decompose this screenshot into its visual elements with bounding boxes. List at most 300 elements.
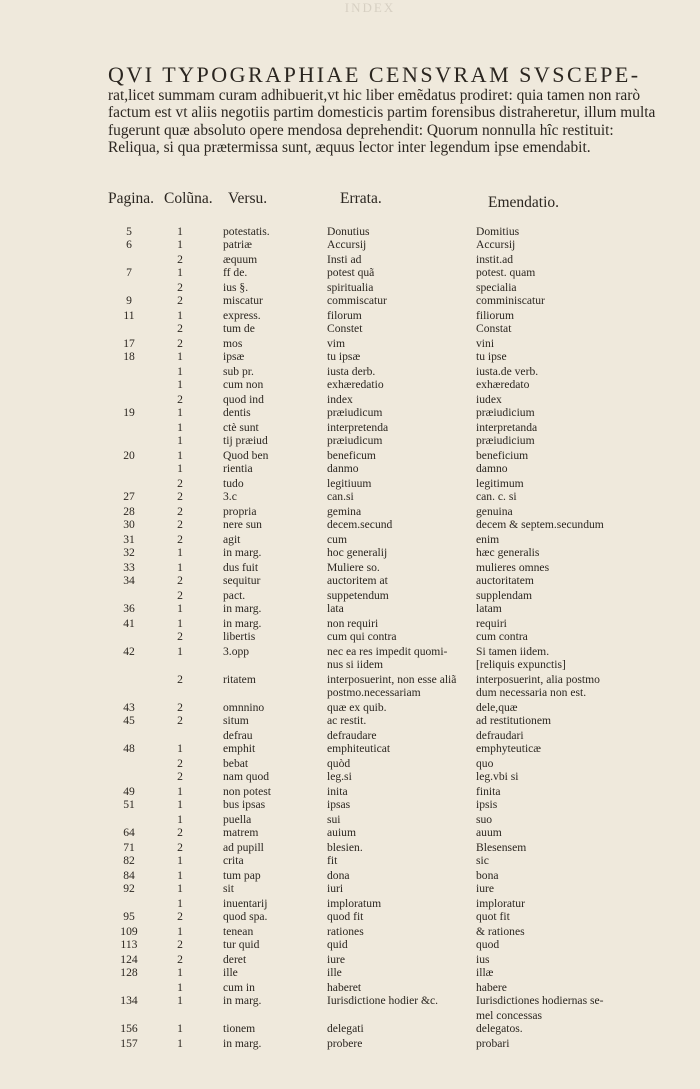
- errata-cell: emphiteuticat: [327, 742, 391, 755]
- versu-cell: ille: [223, 966, 238, 979]
- emendatio-cell: genuina: [476, 505, 513, 518]
- versu-cell: patriæ: [223, 238, 252, 251]
- column-cell: 1: [177, 365, 183, 378]
- versu-cell: tionem: [223, 1022, 256, 1035]
- errata-cell: probere: [327, 1037, 363, 1050]
- column-cell: 1: [177, 994, 183, 1007]
- emendatio-cell: damno: [476, 462, 508, 475]
- table-row: [0, 673, 700, 686]
- table-row: [0, 854, 700, 869]
- emendatio-cell: vini: [476, 337, 495, 350]
- table-row: [0, 393, 700, 406]
- column-cell: 1: [177, 561, 183, 574]
- errata-table: [0, 225, 700, 1050]
- versu-cell: emphit: [223, 742, 256, 755]
- column-cell: 2: [177, 533, 183, 546]
- page-cell: 27: [123, 490, 135, 503]
- emendatio-cell: instit.ad: [476, 253, 514, 266]
- emendatio-cell: supplendam: [476, 589, 533, 602]
- table-row: [0, 869, 700, 882]
- column-cell: 2: [177, 910, 183, 923]
- table-row: [0, 449, 700, 462]
- versu-cell: tum de: [223, 322, 255, 335]
- errata-cell: Muliere so.: [327, 561, 380, 574]
- errata-cell: quæ ex quib.: [327, 701, 387, 714]
- errata-cell: defraudare: [327, 729, 377, 742]
- errata-cell: præiudicum: [327, 406, 383, 419]
- column-cell: 2: [177, 701, 183, 714]
- emendatio-cell: ipsis: [476, 798, 498, 811]
- errata-cell: sui: [327, 813, 341, 826]
- table-row: [0, 813, 700, 826]
- emendatio-cell: auctoritatem: [476, 574, 534, 587]
- emendatio-cell: enim: [476, 533, 500, 546]
- page-cell: 19: [123, 406, 135, 419]
- errata-cell: cum qui contra: [327, 630, 397, 643]
- emendatio-cell: potest. quam: [476, 266, 536, 279]
- table-row: [0, 477, 700, 490]
- versu-cell: agit: [223, 533, 241, 546]
- versu-cell: 3.opp: [223, 645, 250, 658]
- errata-cell: delegati: [327, 1022, 364, 1035]
- column-cell: 2: [177, 757, 183, 770]
- table-row: [0, 1009, 700, 1022]
- column-cell: 2: [177, 393, 183, 406]
- table-row: [0, 714, 700, 729]
- header-columna: Colũna.: [164, 190, 213, 207]
- table-row: [0, 785, 700, 798]
- emendatio-cell: Accursij: [476, 238, 516, 251]
- errata-cell: auium: [327, 826, 356, 839]
- versu-cell: ad pupill: [223, 841, 264, 854]
- emendatio-cell: Domitius: [476, 225, 520, 238]
- versu-cell: nam quod: [223, 770, 270, 783]
- errata-cell: postmo.necessariam: [327, 686, 421, 699]
- running-head-bleed: INDEX: [344, 0, 396, 15]
- column-cell: 2: [177, 630, 183, 643]
- column-cell: 1: [177, 546, 183, 559]
- column-cell: 1: [177, 266, 183, 279]
- column-cell: 1: [177, 421, 183, 434]
- errata-cell: nec ea res impedit quomi-: [327, 645, 448, 658]
- errata-cell: non requiri: [327, 617, 379, 630]
- emendatio-cell: dele,quæ: [476, 701, 518, 714]
- column-cell: 1: [177, 1022, 183, 1035]
- emendatio-cell: iusta.de verb.: [476, 365, 539, 378]
- table-row: [0, 630, 700, 645]
- column-cell: 1: [177, 350, 183, 363]
- emendatio-cell: [reliquis expunctis]: [476, 658, 566, 671]
- versu-cell: 3.c: [223, 490, 237, 503]
- versu-cell: ius §.: [223, 281, 249, 294]
- errata-cell: inita: [327, 785, 348, 798]
- page-cell: 128: [120, 966, 138, 979]
- versu-cell: pact.: [223, 589, 246, 602]
- column-cell: 2: [177, 281, 183, 294]
- page-cell: 45: [123, 714, 135, 727]
- emendatio-cell: emphyteuticæ: [476, 742, 542, 755]
- page-cell: 134: [120, 994, 138, 1007]
- column-cell: 1: [177, 238, 183, 251]
- page-cell: 9: [126, 294, 132, 307]
- errata-cell: Donutius: [327, 225, 370, 238]
- emendatio-cell: & rationes: [476, 925, 525, 938]
- errata-cell: Insti ad: [327, 253, 362, 266]
- page-cell: 124: [120, 953, 138, 966]
- errata-cell: interposuerint, non esse aliã: [327, 673, 457, 686]
- column-cell: 1: [177, 742, 183, 755]
- errata-cell: ipsas: [327, 798, 351, 811]
- emendatio-cell: beneficium: [476, 449, 529, 462]
- errata-cell: iusta derb.: [327, 365, 376, 378]
- table-row: [0, 729, 700, 742]
- table-row: [0, 505, 700, 518]
- errata-cell: Accursij: [327, 238, 367, 251]
- emendatio-cell: dum necessaria non est.: [476, 686, 587, 699]
- table-row: [0, 925, 700, 938]
- table-row: [0, 841, 700, 854]
- versu-cell: tur quid: [223, 938, 260, 951]
- emendatio-cell: ius: [476, 953, 490, 966]
- emendatio-cell: quod: [476, 938, 500, 951]
- emendatio-cell: Constat: [476, 322, 512, 335]
- table-row: [0, 882, 700, 897]
- header-pagina: Pagina.: [108, 190, 155, 207]
- column-cell: 1: [177, 449, 183, 462]
- column-cell: 2: [177, 322, 183, 335]
- header-emendatio: Emendatio.: [488, 194, 560, 211]
- versu-cell: propria: [223, 505, 257, 518]
- emendatio-cell: bona: [476, 869, 499, 882]
- emendatio-cell: leg.vbi si: [476, 770, 519, 783]
- table-row: [0, 826, 700, 841]
- table-row: [0, 658, 700, 673]
- emendatio-cell: decem & septem.secundum: [476, 518, 604, 531]
- versu-cell: defrau: [223, 729, 253, 742]
- versu-cell: tudo: [223, 477, 244, 490]
- errata-cell: spiritualia: [327, 281, 374, 294]
- versu-cell: Quod ben: [223, 449, 269, 462]
- page-cell: 64: [123, 826, 135, 839]
- table-row: [0, 434, 700, 449]
- versu-cell: ctè sunt: [223, 421, 259, 434]
- errata-cell: iuri: [327, 882, 344, 895]
- table-row: [0, 938, 700, 953]
- errata-cell: iure: [327, 953, 346, 966]
- table-row: [0, 281, 700, 294]
- column-cell: 2: [177, 253, 183, 266]
- table-row: [0, 337, 700, 350]
- errata-cell: filorum: [327, 309, 362, 322]
- table-row: [0, 742, 700, 757]
- errata-cell: quod fit: [327, 910, 364, 923]
- errata-cell: ac restit.: [327, 714, 367, 727]
- errata-cell: auctoritem at: [327, 574, 388, 587]
- emendatio-cell: habere: [476, 981, 507, 994]
- versu-cell: sequitur: [223, 574, 261, 587]
- column-cell: 2: [177, 714, 183, 727]
- emendatio-cell: defraudari: [476, 729, 524, 742]
- page-cell: 43: [123, 701, 135, 714]
- table-row: [0, 686, 700, 701]
- versu-cell: deret: [223, 953, 247, 966]
- column-cell: 1: [177, 378, 183, 391]
- table-row: [0, 365, 700, 378]
- versu-cell: nere sun: [223, 518, 262, 531]
- versu-cell: ritatem: [223, 673, 256, 686]
- table-row: [0, 309, 700, 322]
- errata-cell: commiscatur: [327, 294, 387, 307]
- versu-cell: inuentarij: [223, 897, 268, 910]
- emendatio-cell: interposuerint, alia postmo: [476, 673, 600, 686]
- table-row: [0, 322, 700, 337]
- errata-cell: quid: [327, 938, 348, 951]
- column-cell: 2: [177, 841, 183, 854]
- versu-cell: quod ind: [223, 393, 264, 406]
- page-cell: 95: [123, 910, 135, 923]
- errata-cell: rationes: [327, 925, 364, 938]
- emendatio-cell: can. c. si: [476, 490, 517, 503]
- emendatio-cell: Blesensem: [476, 841, 527, 854]
- intro-capitals: QVI TYPOGRAPHIAE CENSVRAM SVSCEPE-: [108, 62, 641, 87]
- errata-cell: can.si: [327, 490, 354, 503]
- versu-cell: matrem: [223, 826, 259, 839]
- page-cell: 18: [123, 350, 135, 363]
- versu-cell: mos: [223, 337, 243, 350]
- page-cell: 41: [123, 617, 135, 630]
- errata-cell: exhæredatio: [327, 378, 384, 391]
- emendatio-cell: imploratur: [476, 897, 525, 910]
- emendatio-cell: comminiscatur: [476, 294, 545, 307]
- column-cell: 1: [177, 1037, 183, 1050]
- column-cell: 2: [177, 589, 183, 602]
- table-row: [0, 994, 700, 1009]
- versu-cell: bus ipsas: [223, 798, 266, 811]
- versu-cell: cum non: [223, 378, 264, 391]
- versu-cell: sit: [223, 882, 234, 895]
- table-row: [0, 574, 700, 589]
- table-row: [0, 225, 700, 238]
- column-cell: 1: [177, 981, 183, 994]
- versu-cell: in marg.: [223, 602, 262, 615]
- page-cell: 33: [123, 561, 135, 574]
- page-cell: 6: [126, 238, 132, 251]
- errata-cell: haberet: [327, 981, 362, 994]
- errata-cell: index: [327, 393, 353, 406]
- errata-cell: præiudicum: [327, 434, 383, 447]
- versu-cell: sub pr.: [223, 365, 254, 378]
- errata-cell: quòd: [327, 757, 351, 770]
- column-cell: 1: [177, 462, 183, 475]
- table-row: [0, 378, 700, 393]
- emendatio-cell: suo: [476, 813, 493, 826]
- emendatio-cell: delegatos.: [476, 1022, 523, 1035]
- page-cell: 92: [123, 882, 135, 895]
- table-row: [0, 897, 700, 910]
- column-cell: 1: [177, 602, 183, 615]
- emendatio-cell: exhæredato: [476, 378, 530, 391]
- versu-cell: quod spa.: [223, 910, 268, 923]
- page-cell: 32: [123, 546, 135, 559]
- column-cell: 2: [177, 505, 183, 518]
- column-cell: 1: [177, 966, 183, 979]
- table-row: [0, 589, 700, 602]
- column-cell: 2: [177, 673, 183, 686]
- errata-cell: hoc generalij: [327, 546, 388, 559]
- page-cell: 156: [120, 1022, 138, 1035]
- errata-cell: Iurisdictione hodier &c.: [327, 994, 439, 1007]
- emendatio-cell: quo: [476, 757, 494, 770]
- table-row: [0, 238, 700, 253]
- table-row: [0, 617, 700, 630]
- page-cell: 17: [123, 337, 135, 350]
- column-cell: 1: [177, 869, 183, 882]
- emendatio-cell: mel concessas: [476, 1009, 542, 1022]
- table-row: [0, 953, 700, 966]
- page-cell: 5: [126, 225, 132, 238]
- emendatio-cell: illæ: [476, 966, 494, 979]
- header-errata: Errata.: [340, 190, 382, 207]
- emendatio-cell: latam: [476, 602, 502, 615]
- versu-cell: omnnino: [223, 701, 265, 714]
- versu-cell: libertis: [223, 630, 256, 643]
- versu-cell: in marg.: [223, 617, 262, 630]
- errata-cell: suppetendum: [327, 589, 389, 602]
- column-cell: 2: [177, 953, 183, 966]
- errata-cell: dona: [327, 869, 350, 882]
- versu-cell: ipsæ: [223, 350, 245, 363]
- column-cell: 1: [177, 617, 183, 630]
- table-row: [0, 798, 700, 813]
- emendatio-cell: probari: [476, 1037, 510, 1050]
- emendatio-cell: quot fit: [476, 910, 510, 923]
- table-row: [0, 294, 700, 309]
- emendatio-cell: iudex: [476, 393, 502, 406]
- column-cell: 1: [177, 925, 183, 938]
- table-row: [0, 966, 700, 981]
- page-cell: 11: [123, 309, 135, 322]
- page-cell: 82: [123, 854, 135, 867]
- versu-cell: bebat: [223, 757, 249, 770]
- column-cell: 1: [177, 897, 183, 910]
- header-versu: Versu.: [228, 190, 268, 207]
- page-cell: 71: [123, 841, 135, 854]
- errata-cell: Constet: [327, 322, 363, 335]
- page-cell: 51: [123, 798, 135, 811]
- versu-cell: crita: [223, 854, 244, 867]
- emendatio-cell: Si tamen iidem.: [476, 645, 550, 658]
- emendatio-cell: iure: [476, 882, 495, 895]
- page-cell: 109: [120, 925, 138, 938]
- versu-cell: dentis: [223, 406, 251, 419]
- errata-cell: decem.secund: [327, 518, 393, 531]
- intro-text: rat,licet summam curam adhibuerit,vt hic liber emẽdatus prodiret: quia tamen non rarò factum est vt aliis negotiis partim domesticis partim forensibus distraheretur, illum multa fugerunt quæ absoluto opere mendosa deprehendit: Quorum nonnulla hîc restituit: Reliqua, si qua prætermissa sunt, æquus lector inter legendum ipse emendabit.: [108, 86, 656, 157]
- versu-cell: non potest: [223, 785, 271, 798]
- errata-cell: blesien.: [327, 841, 363, 854]
- versu-cell: in marg.: [223, 1037, 262, 1050]
- table-row: [0, 1037, 700, 1050]
- emendatio-cell: cum contra: [476, 630, 528, 643]
- column-cell: 2: [177, 826, 183, 839]
- table-row: [0, 910, 700, 925]
- versu-cell: miscatur: [223, 294, 263, 307]
- emendatio-cell: præiudicium: [476, 434, 535, 447]
- errata-cell: tu ipsæ: [327, 350, 361, 363]
- table-row: [0, 533, 700, 546]
- versu-cell: potestatis.: [223, 225, 270, 238]
- table-row: [0, 645, 700, 658]
- page-cell: 49: [123, 785, 135, 798]
- column-cell: 2: [177, 477, 183, 490]
- errata-cell: legitiuum: [327, 477, 372, 490]
- column-cell: 1: [177, 434, 183, 447]
- versu-cell: rientia: [223, 462, 253, 475]
- column-cell: 2: [177, 938, 183, 951]
- page-cell: 157: [120, 1037, 138, 1050]
- page-cell: 7: [126, 266, 132, 279]
- column-cell: 2: [177, 770, 183, 783]
- errata-cell: ille: [327, 966, 342, 979]
- errata-cell: lata: [327, 602, 344, 615]
- versu-cell: tij præiud: [223, 434, 268, 447]
- versu-cell: tum pap: [223, 869, 261, 882]
- emendatio-cell: ad restitutionem: [476, 714, 552, 727]
- column-cell: 1: [177, 309, 183, 322]
- table-row: [0, 490, 700, 505]
- errata-cell: leg.si: [327, 770, 352, 783]
- errata-cell: danmo: [327, 462, 359, 475]
- errata-cell: gemina: [327, 505, 362, 518]
- column-cell: 1: [177, 645, 183, 658]
- page-cell: 42: [123, 645, 135, 658]
- column-cell: 1: [177, 225, 183, 238]
- page-cell: 48: [123, 742, 135, 755]
- table-row: [0, 602, 700, 617]
- page-cell: 36: [123, 602, 135, 615]
- errata-cell: interpretenda: [327, 421, 389, 434]
- table-row: [0, 518, 700, 533]
- page-cell: 84: [123, 869, 135, 882]
- errata-cell: potest quã: [327, 266, 375, 279]
- emendatio-cell: hæc generalis: [476, 546, 540, 559]
- versu-cell: ff de.: [223, 266, 248, 279]
- column-cell: 1: [177, 406, 183, 419]
- emendatio-cell: sic: [476, 854, 489, 867]
- versu-cell: æquum: [223, 253, 258, 266]
- errata-cell: fit: [327, 854, 338, 867]
- page-cell: 28: [123, 505, 135, 518]
- column-cell: 2: [177, 490, 183, 503]
- table-row: [0, 546, 700, 561]
- column-cell: 2: [177, 337, 183, 350]
- column-cell: 1: [177, 882, 183, 895]
- table-row: [0, 462, 700, 477]
- errata-cell: imploratum: [327, 897, 382, 910]
- column-cell: 1: [177, 813, 183, 826]
- table-row: [0, 350, 700, 365]
- table-row: [0, 406, 700, 421]
- column-cell: 1: [177, 798, 183, 811]
- column-cell: 1: [177, 854, 183, 867]
- emendatio-cell: tu ipse: [476, 350, 507, 363]
- emendatio-cell: requiri: [476, 617, 507, 630]
- table-row: [0, 253, 700, 266]
- errata-cell: cum: [327, 533, 347, 546]
- table-row: [0, 701, 700, 714]
- table-row: [0, 981, 700, 994]
- table-row: [0, 757, 700, 770]
- errata-cell: nus si iidem: [327, 658, 384, 671]
